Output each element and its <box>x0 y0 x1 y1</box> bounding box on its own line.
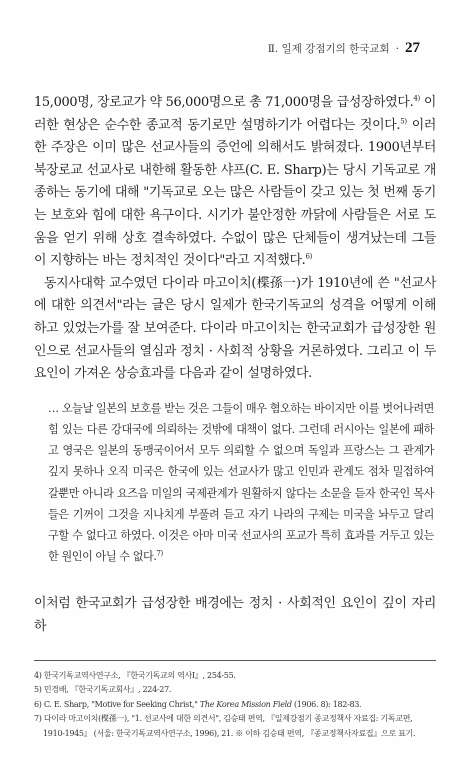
footnote-ref-7: 7) <box>156 549 163 558</box>
paragraph-1 <box>34 92 436 273</box>
block-quote <box>34 398 436 568</box>
footnote-6-text-a: 6) C. E. Sharp, "Motive for Seeking Christ," <box>34 699 200 709</box>
header-separator: · <box>395 43 399 55</box>
footnote-ref-4: 4) <box>413 94 420 103</box>
paragraph-1-text-c: 이러한 주장은 이미 많은 선교사들의 증언에 의해서도 밝혀졌다. 1900년부터 북장로교 선교사로 내한해 활동한 샤프(C. E. Sharp)는 당시 기독교로 개종하는 동기에 대해 "기독교로 오는 많은 사람들이 갖고 있는 첫 번째 동기는 보호와 힘에 대한 욕구이다. 시기가 불안정한 까닭에 사람들은 서로 도움을 얻기 위해 상호 결속하였다. 수없이 많은 단체들이 생겨났는데 그들이 지향하는 바는 정치적인 것이다"라고 지적했다. <box>34 117 436 269</box>
footnote-6 <box>34 698 436 712</box>
paragraph-1-text-b: 이러한 현상은 순수한 종교적 동기로만 설명하기가 어렵다는 것이다. <box>34 95 436 133</box>
paragraph-2: 동지사대학 교수였던 다이라 마고이치(楪孫一)가 1910년에 쓴 "선교사에 대한 의견서"라는 글은 당시 일제가 한국기독교의 성격을 어떻게 이해하고 있었는가를 잘 보여준다. 다이라 마고이치는 한국교회가 급성장한 원인으로 선교사들의 열심과 정치 · 사회적 상황을 거론하였다. 그리고 이 두 요인이 가져온 상승효과를 다음과 같이 설명하였다. <box>34 275 436 382</box>
running-header <box>268 40 420 57</box>
footnote-divider <box>34 660 436 661</box>
main-text <box>34 92 436 639</box>
footnote-ref-6: 6) <box>305 252 313 261</box>
footnote-7: 7) 다이라 마고이치(楪孫一), "1. 선교사에 대한 의견서", 김승태 편역, 『일제강점기 종교정책사 자료집: 기독교편, <box>34 714 413 724</box>
closing-paragraph: 이처럼 한국교회가 급성장한 배경에는 정치 · 사회적인 요인이 깊이 자리하 <box>34 596 436 634</box>
footnote-6-journal: The Korea Mission Field <box>199 699 292 709</box>
page-number: 27 <box>405 40 420 56</box>
footnote-7-continued: 1910-1945』 (서울: 한국기독교역사연구소, 1996), 21. ※ 이하 김승태 편역, 『종교정책사자료집』으로 표기. <box>43 728 416 738</box>
footnote-5: 5) 민경배, 『한국기독교회사』, 224-27. <box>34 685 172 695</box>
footnote-4: 4) 한국기독교역사연구소, 『한국기독교의 역사Ⅰ』, 254-55. <box>34 671 236 680</box>
running-head-title: Ⅱ. 일제 강점기의 한국교회 <box>267 43 390 55</box>
paragraph-1-text-a: 15,000명, 장로교가 약 56,000명으로 총 71,000명을 급성장하였다. <box>34 95 414 110</box>
footnotes <box>34 669 436 741</box>
footnote-6-text-b: (1906. 8): 182-83. <box>291 699 362 709</box>
block-quote-text: … 오늘날 일본의 보호를 받는 것은 그들이 매우 혐오하는 바이지만 이를 벗어나려면 힘 있는 다른 강대국에 의뢰하는 것밖에 대책이 없다. 그런데 러시아는 일본에 패하고 영국은 일본의 동맹국이어서 모두 의뢰할 수 없으며 독일과 프랑스는 그 관계가 깊지 못하나 오직 미국은 한국에 있는 선교사가 많고 인민과 관계도 점차 밀접하여 갈뿐만 아니라 요즈음 미일의 국제관계가 원활하지 않다는 소문을 듣자 한국인 목사들은 기꺼이 그것을 지나치게 부풀려 듣고 자기 나라의 구제는 미국을 놔두고 달리 구할 수 없다고 하였다. 이것은 아마 미국 선교사의 포교가 특히 효과를 거두고 있는 한 원인이 아닐 수 없다. <box>48 401 434 564</box>
footnote-ref-5: 5) <box>400 117 407 126</box>
